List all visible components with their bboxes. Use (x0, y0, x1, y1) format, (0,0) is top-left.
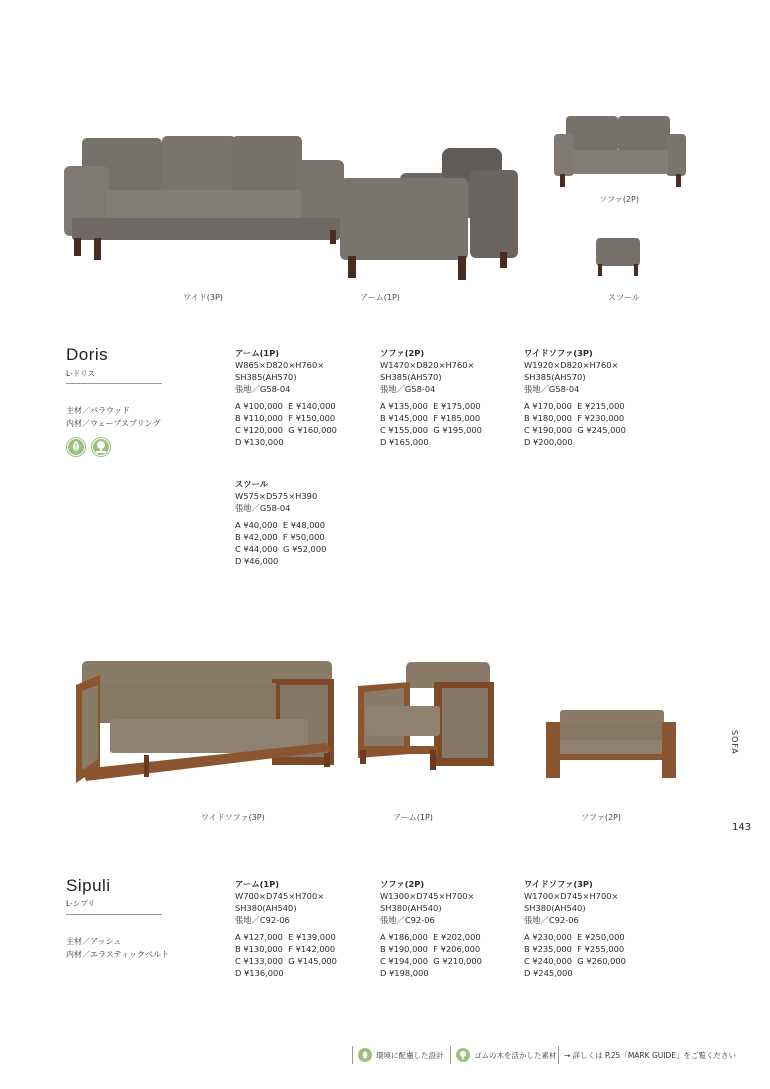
price-row: A ¥186,000 E ¥202,000 (380, 932, 481, 942)
doris-spec-arm (235, 347, 337, 448)
sipuli-divider (66, 914, 162, 915)
price-row: C ¥194,000 G ¥210,000 (380, 956, 482, 966)
sipuli-wide-sofa-image (76, 657, 338, 789)
doris-spec-stool (235, 478, 326, 567)
doris-wide-sofa-image (64, 130, 349, 265)
price-row: C ¥120,000 G ¥160,000 (235, 425, 337, 435)
rubberwood-badge (91, 437, 111, 457)
sipuli-materials (66, 936, 169, 961)
spec-title: ソファ(2P) (380, 879, 425, 889)
sipuli-spec-arm (235, 878, 337, 979)
doris-material-inner: 内材／ウェーブスプリング (66, 418, 161, 428)
sipuli-product-kana: L-シプリ (66, 899, 95, 908)
spec-size: W1300×D745×H700× (380, 891, 475, 901)
legend-divider (558, 1046, 559, 1064)
doris-spec-3p (524, 347, 626, 448)
price-row: A ¥127,000 E ¥139,000 (235, 932, 336, 942)
price-row: D ¥136,000 (235, 968, 284, 978)
spec-seat: SH385(AH570) (235, 372, 297, 382)
legend-guide-label: → 詳しくは P.25「MARK GUIDE」をご覧ください (564, 1050, 736, 1060)
doris-stool-image (594, 238, 642, 278)
price-row: D ¥198,000 (380, 968, 429, 978)
doris-material-main: 主材／パラウッド (66, 406, 130, 415)
legend-divider (352, 1046, 353, 1064)
side-tab-sofa: SOFA (730, 730, 739, 755)
spec-size: W865×D820×H760× (235, 360, 325, 370)
spec-fabric: 張地／G58-04 (235, 384, 291, 394)
sipuli-spec-2p (380, 878, 482, 979)
page-number: 143 (732, 822, 752, 833)
price-row: D ¥46,000 (235, 556, 279, 566)
spec-seat: SH380(AH540) (380, 903, 442, 913)
legend-rubberwood (456, 1046, 557, 1064)
price-row: D ¥165,000 (380, 437, 429, 447)
doris-wide-caption: ワイド(3P) (183, 293, 223, 302)
price-row: C ¥240,000 G ¥260,000 (524, 956, 626, 966)
spec-fabric: 張地／C92-06 (380, 915, 435, 925)
price-row: B ¥110,000 F ¥150,000 (235, 413, 336, 423)
legend-rubberwood-label: ゴムの木を活かした素材 (474, 1050, 557, 1060)
price-row: C ¥133,000 G ¥145,000 (235, 956, 337, 966)
sipuli-material-inner: 内材／エラスティックベルト (66, 949, 169, 959)
sipuli-spec-3p (524, 878, 626, 979)
sipuli-2p-caption: ソファ(2P) (581, 813, 621, 822)
spec-title: ワイドソファ(3P) (524, 348, 593, 358)
doris-stool-caption: スツール (608, 293, 640, 302)
tree-icon (456, 1048, 470, 1062)
spec-title: ワイドソファ(3P) (524, 879, 593, 889)
price-row: D ¥130,000 (235, 437, 284, 447)
spec-title: スツール (235, 479, 269, 489)
doris-arm-caption: アーム(1P) (360, 293, 400, 302)
doris-arm-chair-image (340, 148, 520, 280)
price-row: C ¥155,000 G ¥195,000 (380, 425, 482, 435)
doris-spec-2p (380, 347, 482, 448)
spec-title: アーム(1P) (235, 879, 280, 889)
doris-2p-caption: ソファ(2P) (599, 195, 639, 204)
price-row: A ¥100,000 E ¥140,000 (235, 401, 336, 411)
price-row: B ¥180,000 F ¥230,000 (524, 413, 625, 423)
spec-fabric: 張地／G58-04 (524, 384, 580, 394)
price-row: B ¥190,000 F ¥206,000 (380, 944, 481, 954)
price-row: B ¥42,000 F ¥50,000 (235, 532, 325, 542)
doris-product-name: Doris (66, 345, 109, 364)
sipuli-wide-caption: ワイドソファ(3P) (201, 813, 265, 822)
spec-seat: SH380(AH540) (524, 903, 586, 913)
price-row: A ¥135,000 E ¥175,000 (380, 401, 481, 411)
price-row: B ¥130,000 F ¥142,000 (235, 944, 336, 954)
sipuli-arm-chair-image (356, 660, 496, 772)
leaf-icon (66, 437, 86, 457)
spec-seat: SH385(AH570) (524, 372, 586, 382)
spec-size: W1920×D820×H760× (524, 360, 619, 370)
leaf-icon (358, 1048, 372, 1062)
spec-fabric: 張地／C92-06 (235, 915, 290, 925)
price-row: A ¥40,000 E ¥48,000 (235, 520, 326, 530)
price-row: A ¥170,000 E ¥215,000 (524, 401, 625, 411)
doris-product-kana: L-ドリス (66, 369, 96, 378)
sipuli-product-name: Sipuli (66, 876, 111, 895)
spec-fabric: 張地／G58-04 (235, 503, 291, 513)
spec-title: アーム(1P) (235, 348, 280, 358)
spec-size: W1470×D820×H760× (380, 360, 475, 370)
spec-fabric: 張地／C92-06 (524, 915, 579, 925)
eco-badge (66, 437, 86, 457)
price-row: D ¥200,000 (524, 437, 573, 447)
doris-divider (66, 383, 162, 384)
legend-eco-label: 環境に配慮した設計 (376, 1050, 444, 1060)
price-row: B ¥235,000 F ¥255,000 (524, 944, 625, 954)
price-row: B ¥145,000 F ¥185,000 (380, 413, 481, 423)
doris-2p-sofa-image (554, 114, 688, 190)
sipuli-material-main: 主材／アッシュ (66, 937, 122, 946)
spec-seat: SH380(AH540) (235, 903, 297, 913)
price-row: C ¥44,000 G ¥52,000 (235, 544, 327, 554)
price-row: C ¥190,000 G ¥245,000 (524, 425, 626, 435)
sipuli-2p-sofa-image (546, 708, 676, 782)
spec-size: W700×D745×H700× (235, 891, 325, 901)
tree-icon (91, 437, 111, 457)
spec-size: W1700×D745×H700× (524, 891, 619, 901)
spec-seat: SH385(AH570) (380, 372, 442, 382)
legend-divider (450, 1046, 451, 1064)
price-row: D ¥245,000 (524, 968, 573, 978)
legend-eco (358, 1046, 444, 1064)
legend-guide (564, 1046, 736, 1064)
spec-size: W575×D575×H390 (235, 491, 318, 501)
doris-materials (66, 405, 160, 430)
sipuli-arm-caption: アーム(1P) (393, 813, 433, 822)
spec-title: ソファ(2P) (380, 348, 425, 358)
price-row: A ¥230,000 E ¥250,000 (524, 932, 625, 942)
spec-fabric: 張地／G58-04 (380, 384, 436, 394)
